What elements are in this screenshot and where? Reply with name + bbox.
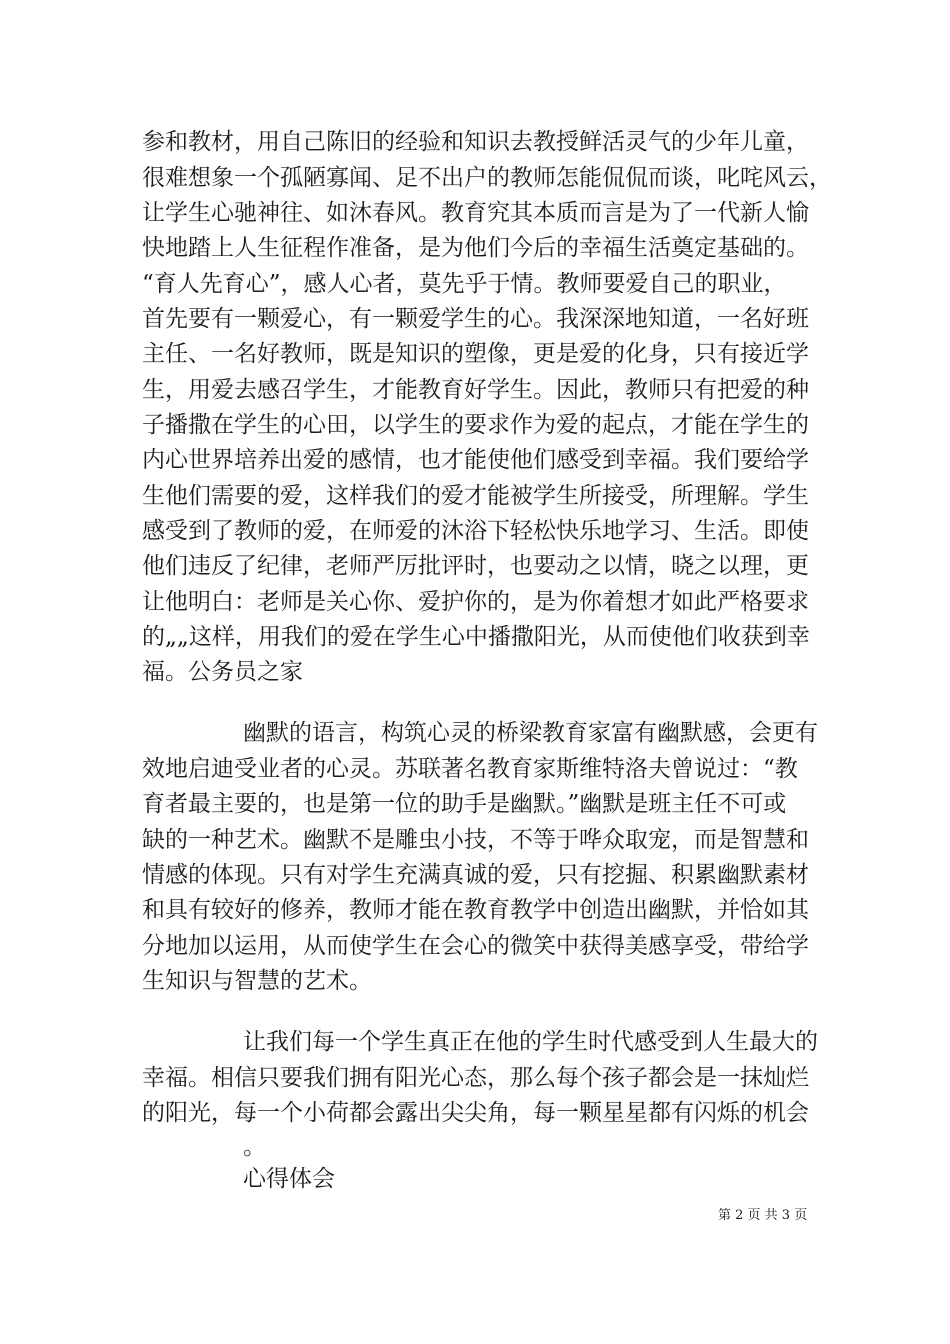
paragraph-line: 快地踏上人生征程作准备，是为他们今后的幸福生活奠定基础的。 — [142, 235, 809, 261]
paragraph-line: 情感的体现。只有对学生充满真诚的爱，只有挖掘、积累幽默素材 — [142, 862, 809, 888]
paragraph-line: 分地加以运用，从而使学生在会心的微笑中获得美感享受，带给学 — [142, 933, 809, 959]
paragraph-line: 生他们需要的爱，这样我们的爱才能被学生所接受，所理解。学生 — [142, 483, 809, 509]
paragraph-line: 生知识与智慧的艺术。 — [142, 968, 372, 994]
paragraph-line: “育人先育心”，感人心者，莫先乎于情。教师要爱自己的职业， — [142, 271, 787, 297]
paragraph-line: 。 — [243, 1134, 266, 1160]
paragraph-line: 感受到了教师的爱，在师爱的沐浴下轻松快乐地学习、生活。即使 — [142, 518, 809, 544]
paragraph-line: 子播撒在学生的心田，以学生的要求作为爱的起点，才能在学生的 — [142, 412, 809, 438]
paragraph-line: 他们违反了纪律，老师严厉批评时，也要动之以情，晓之以理，更 — [142, 553, 809, 579]
paragraph-line: 缺的一种艺术。幽默不是雕虫小技，不等于哗众取宠，而是智慧和 — [142, 827, 809, 853]
section-heading: 心得体会 — [243, 1166, 335, 1192]
paragraph-line: 幽默的语言，构筑心灵的桥梁教育家富有幽默感，会更有 — [243, 720, 818, 746]
paragraph-line: 育者最主要的，也是第一位的助手是幽默。”幽默是班主任不可或 — [142, 791, 787, 817]
paragraph-line: 内心世界培养出爱的感情，也才能使他们感受到幸福。我们要给学 — [142, 447, 809, 473]
paragraph-line: 的阳光，每一个小荷都会露出尖尖角，每一颗星星都有闪烁的机会 — [142, 1100, 809, 1126]
paragraph-line: 参和教材，用自己陈旧的经验和知识去教授鲜活灵气的少年儿童， — [142, 129, 809, 155]
paragraph-line: 的„„这样，用我们的爱在学生心中播撒阳光，从而使他们收获到幸 — [142, 624, 810, 650]
paragraph-line: 效地启迪受业者的心灵。苏联著名教育家斯维特洛夫曾说过：“教 — [142, 756, 798, 782]
paragraph-line: 生，用爱去感召学生，才能教育好学生。因此，教师只有把爱的种 — [142, 377, 809, 403]
paragraph-line: 和具有较好的修养，教师才能在教育教学中创造出幽默，并恰如其 — [142, 897, 809, 923]
paragraph-line: 幸福。相信只要我们拥有阳光心态，那么每个孩子都会是一抹灿烂 — [142, 1065, 809, 1091]
paragraph-line: 让我们每一个学生真正在他的学生时代感受到人生最大的 — [243, 1029, 818, 1055]
paragraph-line: 很难想象一个孤陋寡闻、足不出户的教师怎能侃侃而谈，叱咤风云， — [142, 165, 832, 191]
paragraph-line: 首先要有一颗爱心，有一颗爱学生的心。我深深地知道，一名好班 — [142, 306, 809, 332]
paragraph-line: 让他明白：老师是关心你、爱护你的，是为你着想才如此严格要求 — [142, 589, 809, 615]
paragraph-line: 主任、一名好教师，既是知识的塑像，更是爱的化身，只有接近学 — [142, 341, 809, 367]
paragraph-line: 福。公务员之家 — [142, 659, 303, 685]
page-number: 第 2 页 共 3 页 — [718, 1208, 808, 1223]
paragraph-line: 让学生心驰神往、如沐春风。教育究其本质而言是为了一代新人愉 — [142, 200, 809, 226]
